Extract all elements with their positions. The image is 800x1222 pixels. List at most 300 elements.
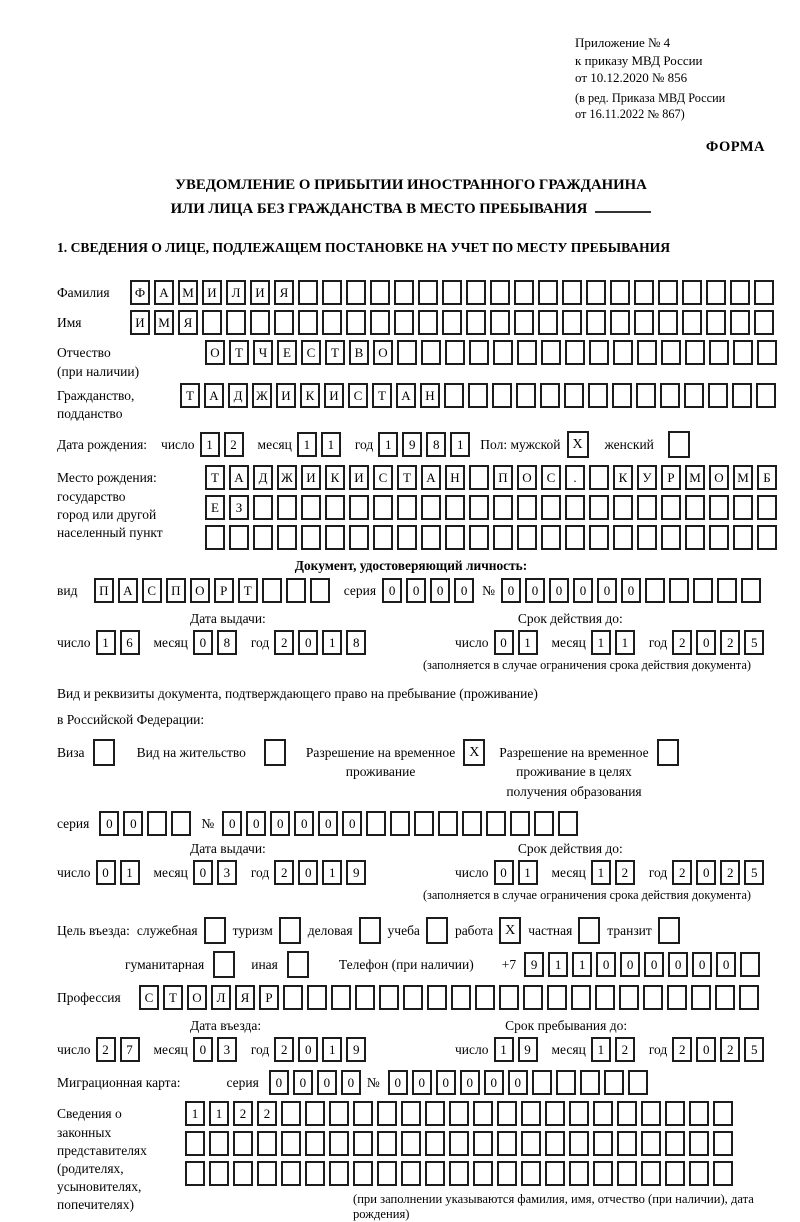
char-box[interactable]: П (493, 465, 513, 490)
checkbox-purpose-humanitarian[interactable] (213, 951, 235, 978)
char-box[interactable] (595, 985, 615, 1010)
char-box[interactable] (370, 310, 390, 335)
char-box[interactable] (689, 1131, 709, 1156)
char-box[interactable] (645, 578, 665, 603)
char-box[interactable] (322, 280, 342, 305)
char-box[interactable]: Т (325, 340, 345, 365)
char-box[interactable]: 1 (120, 860, 140, 885)
char-box[interactable]: 0 (692, 952, 712, 977)
char-box[interactable]: 0 (501, 578, 521, 603)
char-box[interactable] (325, 495, 345, 520)
char-box[interactable]: 0 (454, 578, 474, 603)
char-box[interactable]: Т (229, 340, 249, 365)
char-box[interactable]: 0 (484, 1070, 504, 1095)
char-box[interactable] (366, 811, 386, 836)
char-box[interactable] (562, 280, 582, 305)
char-box[interactable] (329, 1161, 349, 1186)
char-box[interactable] (689, 1101, 709, 1126)
char-box[interactable] (610, 280, 630, 305)
char-box[interactable] (708, 383, 728, 408)
char-box[interactable] (569, 1161, 589, 1186)
char-box[interactable] (521, 1131, 541, 1156)
char-box[interactable]: . (565, 465, 585, 490)
char-box[interactable]: 1 (322, 630, 342, 655)
char-box[interactable] (377, 1131, 397, 1156)
char-box[interactable] (490, 310, 510, 335)
char-box[interactable] (691, 985, 711, 1010)
char-box[interactable] (253, 525, 273, 550)
char-box[interactable]: 0 (620, 952, 640, 977)
char-box[interactable] (541, 340, 561, 365)
char-box[interactable] (562, 310, 582, 335)
char-box[interactable] (305, 1161, 325, 1186)
char-box[interactable] (468, 383, 488, 408)
char-box[interactable] (613, 495, 633, 520)
char-box[interactable]: О (517, 465, 537, 490)
char-box[interactable] (613, 340, 633, 365)
char-box[interactable] (307, 985, 327, 1010)
char-box[interactable]: 0 (436, 1070, 456, 1095)
char-box[interactable] (545, 1101, 565, 1126)
char-box[interactable] (394, 280, 414, 305)
char-box[interactable] (425, 1131, 445, 1156)
char-box[interactable] (353, 1131, 373, 1156)
char-box[interactable] (449, 1161, 469, 1186)
char-box[interactable]: Я (178, 310, 198, 335)
char-box[interactable] (449, 1101, 469, 1126)
char-box[interactable] (628, 1070, 648, 1095)
char-box[interactable] (588, 383, 608, 408)
char-box[interactable] (713, 1131, 733, 1156)
char-box[interactable] (473, 1131, 493, 1156)
char-box[interactable]: З (229, 495, 249, 520)
char-box[interactable] (486, 811, 506, 836)
char-box[interactable]: 2 (274, 1037, 294, 1062)
char-box[interactable]: 9 (524, 952, 544, 977)
char-box[interactable] (565, 525, 585, 550)
char-box[interactable]: 0 (193, 1037, 213, 1062)
char-box[interactable] (473, 1161, 493, 1186)
char-box[interactable]: Я (235, 985, 255, 1010)
char-box[interactable] (466, 310, 486, 335)
checkbox-purpose-business[interactable] (359, 917, 381, 944)
char-box[interactable]: 0 (716, 952, 736, 977)
char-box[interactable] (185, 1161, 205, 1186)
checkbox-purpose-official[interactable] (204, 917, 226, 944)
char-box[interactable] (185, 1131, 205, 1156)
char-box[interactable]: К (300, 383, 320, 408)
char-box[interactable] (421, 495, 441, 520)
char-box[interactable]: 0 (270, 811, 290, 836)
char-box[interactable] (589, 465, 609, 490)
char-box[interactable] (565, 340, 585, 365)
char-box[interactable] (593, 1131, 613, 1156)
char-box[interactable]: 2 (615, 1037, 635, 1062)
char-box[interactable]: 0 (494, 630, 514, 655)
checkbox-purpose-transit[interactable] (658, 917, 680, 944)
char-box[interactable]: Ж (252, 383, 272, 408)
char-box[interactable] (741, 578, 761, 603)
char-box[interactable] (558, 811, 578, 836)
char-box[interactable] (685, 525, 705, 550)
char-box[interactable] (617, 1101, 637, 1126)
char-box[interactable]: И (250, 280, 270, 305)
char-box[interactable]: 2 (96, 1037, 116, 1062)
char-box[interactable]: Т (163, 985, 183, 1010)
checkbox-temp-residence[interactable]: X (463, 739, 485, 766)
char-box[interactable] (205, 525, 225, 550)
char-box[interactable]: 2 (672, 860, 692, 885)
char-box[interactable] (253, 495, 273, 520)
char-box[interactable] (556, 1070, 576, 1095)
char-box[interactable]: Т (372, 383, 392, 408)
char-box[interactable]: 0 (644, 952, 664, 977)
char-box[interactable] (521, 1101, 541, 1126)
char-box[interactable]: 5 (744, 1037, 764, 1062)
char-box[interactable]: С (139, 985, 159, 1010)
char-box[interactable]: 0 (318, 811, 338, 836)
char-box[interactable] (373, 495, 393, 520)
char-box[interactable]: 1 (572, 952, 592, 977)
char-box[interactable]: О (373, 340, 393, 365)
char-box[interactable] (298, 280, 318, 305)
char-box[interactable]: 0 (298, 630, 318, 655)
char-box[interactable] (545, 1161, 565, 1186)
char-box[interactable]: Н (420, 383, 440, 408)
char-box[interactable] (709, 495, 729, 520)
char-box[interactable] (641, 1101, 661, 1126)
char-box[interactable] (617, 1161, 637, 1186)
char-box[interactable]: 0 (341, 1070, 361, 1095)
char-box[interactable]: 0 (342, 811, 362, 836)
char-box[interactable] (669, 578, 689, 603)
char-box[interactable]: 8 (217, 630, 237, 655)
char-box[interactable]: Т (205, 465, 225, 490)
char-box[interactable] (346, 310, 366, 335)
char-box[interactable] (233, 1161, 253, 1186)
char-box[interactable] (209, 1161, 229, 1186)
char-box[interactable] (469, 495, 489, 520)
char-box[interactable] (473, 1101, 493, 1126)
char-box[interactable] (349, 495, 369, 520)
char-box[interactable] (637, 340, 657, 365)
char-box[interactable]: 1 (494, 1037, 514, 1062)
checkbox-purpose-other[interactable] (287, 951, 309, 978)
char-box[interactable]: 9 (402, 432, 422, 457)
char-box[interactable]: 0 (696, 1037, 716, 1062)
char-box[interactable] (442, 280, 462, 305)
char-box[interactable]: У (637, 465, 657, 490)
char-box[interactable] (757, 495, 777, 520)
char-box[interactable] (547, 985, 567, 1010)
char-box[interactable]: 1 (96, 630, 116, 655)
char-box[interactable]: М (178, 280, 198, 305)
char-box[interactable] (517, 525, 537, 550)
checkbox-sex-male[interactable]: X (567, 431, 589, 458)
char-box[interactable] (589, 525, 609, 550)
char-box[interactable]: 0 (96, 860, 116, 885)
char-box[interactable] (418, 280, 438, 305)
checkbox-residence-permit[interactable] (264, 739, 286, 766)
char-box[interactable] (497, 1161, 517, 1186)
char-box[interactable]: 2 (233, 1101, 253, 1126)
char-box[interactable]: 2 (615, 860, 635, 885)
char-box[interactable] (390, 811, 410, 836)
char-box[interactable]: Е (277, 340, 297, 365)
char-box[interactable]: 0 (193, 860, 213, 885)
char-box[interactable] (469, 340, 489, 365)
char-box[interactable]: Ч (253, 340, 273, 365)
char-box[interactable] (475, 985, 495, 1010)
char-box[interactable]: В (349, 340, 369, 365)
char-box[interactable] (421, 525, 441, 550)
char-box[interactable]: И (130, 310, 150, 335)
char-box[interactable] (730, 280, 750, 305)
char-box[interactable]: 0 (123, 811, 143, 836)
char-box[interactable] (541, 495, 561, 520)
char-box[interactable]: 2 (720, 630, 740, 655)
char-box[interactable]: 1 (185, 1101, 205, 1126)
char-box[interactable] (730, 310, 750, 335)
char-box[interactable] (346, 280, 366, 305)
char-box[interactable] (740, 952, 760, 977)
char-box[interactable] (397, 340, 417, 365)
char-box[interactable] (349, 525, 369, 550)
char-box[interactable] (414, 811, 434, 836)
char-box[interactable]: 1 (321, 432, 341, 457)
char-box[interactable] (613, 525, 633, 550)
char-box[interactable] (469, 525, 489, 550)
char-box[interactable]: А (396, 383, 416, 408)
char-box[interactable]: 1 (322, 1037, 342, 1062)
char-box[interactable] (257, 1131, 277, 1156)
char-box[interactable]: Б (757, 465, 777, 490)
char-box[interactable] (658, 310, 678, 335)
char-box[interactable] (493, 340, 513, 365)
char-box[interactable] (492, 383, 512, 408)
char-box[interactable] (610, 310, 630, 335)
char-box[interactable] (305, 1131, 325, 1156)
char-box[interactable]: С (541, 465, 561, 490)
char-box[interactable] (516, 383, 536, 408)
char-box[interactable]: 1 (378, 432, 398, 457)
char-box[interactable] (325, 525, 345, 550)
char-box[interactable] (713, 1161, 733, 1186)
char-box[interactable] (569, 1131, 589, 1156)
char-box[interactable]: Я (274, 280, 294, 305)
char-box[interactable] (171, 811, 191, 836)
char-box[interactable] (355, 985, 375, 1010)
char-box[interactable] (661, 495, 681, 520)
char-box[interactable] (693, 578, 713, 603)
char-box[interactable]: 0 (298, 860, 318, 885)
char-box[interactable] (661, 525, 681, 550)
char-box[interactable] (379, 985, 399, 1010)
char-box[interactable] (564, 383, 584, 408)
char-box[interactable]: 1 (209, 1101, 229, 1126)
char-box[interactable] (438, 811, 458, 836)
char-box[interactable] (634, 280, 654, 305)
char-box[interactable] (353, 1161, 373, 1186)
char-box[interactable]: 1 (297, 432, 317, 457)
char-box[interactable] (684, 383, 704, 408)
char-box[interactable] (466, 280, 486, 305)
char-box[interactable]: Т (180, 383, 200, 408)
char-box[interactable] (589, 340, 609, 365)
char-box[interactable]: 0 (668, 952, 688, 977)
char-box[interactable]: М (685, 465, 705, 490)
char-box[interactable]: Р (259, 985, 279, 1010)
char-box[interactable]: 2 (224, 432, 244, 457)
char-box[interactable]: 0 (621, 578, 641, 603)
char-box[interactable]: 0 (294, 811, 314, 836)
char-box[interactable] (641, 1161, 661, 1186)
char-box[interactable] (277, 525, 297, 550)
char-box[interactable] (593, 1161, 613, 1186)
char-box[interactable]: М (733, 465, 753, 490)
char-box[interactable]: 0 (298, 1037, 318, 1062)
char-box[interactable] (661, 340, 681, 365)
char-box[interactable]: М (154, 310, 174, 335)
char-box[interactable] (756, 383, 776, 408)
char-box[interactable] (401, 1161, 421, 1186)
char-box[interactable] (329, 1101, 349, 1126)
char-box[interactable] (709, 340, 729, 365)
checkbox-purpose-tourism[interactable] (279, 917, 301, 944)
char-box[interactable] (425, 1101, 445, 1126)
char-box[interactable] (732, 383, 752, 408)
char-box[interactable] (733, 340, 753, 365)
char-box[interactable] (274, 310, 294, 335)
char-box[interactable]: О (205, 340, 225, 365)
char-box[interactable] (717, 578, 737, 603)
char-box[interactable] (281, 1131, 301, 1156)
char-box[interactable] (643, 985, 663, 1010)
checkbox-sex-female[interactable] (668, 431, 690, 458)
char-box[interactable]: 2 (720, 860, 740, 885)
char-box[interactable] (462, 811, 482, 836)
char-box[interactable] (733, 495, 753, 520)
char-box[interactable]: 0 (525, 578, 545, 603)
char-box[interactable]: 1 (518, 630, 538, 655)
checkbox-purpose-work[interactable]: X (499, 917, 521, 944)
char-box[interactable] (301, 495, 321, 520)
char-box[interactable] (586, 310, 606, 335)
char-box[interactable] (403, 985, 423, 1010)
char-box[interactable] (685, 495, 705, 520)
char-box[interactable] (510, 811, 530, 836)
char-box[interactable] (715, 985, 735, 1010)
char-box[interactable]: 5 (744, 630, 764, 655)
char-box[interactable] (281, 1101, 301, 1126)
char-box[interactable]: А (229, 465, 249, 490)
char-box[interactable]: 1 (591, 1037, 611, 1062)
char-box[interactable]: 0 (406, 578, 426, 603)
char-box[interactable]: А (421, 465, 441, 490)
char-box[interactable] (589, 495, 609, 520)
char-box[interactable] (757, 525, 777, 550)
char-box[interactable] (545, 1131, 565, 1156)
char-box[interactable] (370, 280, 390, 305)
char-box[interactable] (612, 383, 632, 408)
char-box[interactable]: 9 (346, 1037, 366, 1062)
char-box[interactable] (281, 1161, 301, 1186)
char-box[interactable] (569, 1101, 589, 1126)
char-box[interactable] (739, 985, 759, 1010)
char-box[interactable] (497, 1131, 517, 1156)
char-box[interactable]: С (142, 578, 162, 603)
char-box[interactable]: 1 (200, 432, 220, 457)
char-box[interactable]: 0 (99, 811, 119, 836)
char-box[interactable] (497, 1101, 517, 1126)
char-box[interactable] (665, 1161, 685, 1186)
char-box[interactable] (490, 280, 510, 305)
char-box[interactable] (353, 1101, 373, 1126)
char-box[interactable]: Л (211, 985, 231, 1010)
char-box[interactable]: Д (253, 465, 273, 490)
checkbox-purpose-private[interactable] (578, 917, 600, 944)
char-box[interactable]: К (325, 465, 345, 490)
char-box[interactable] (637, 525, 657, 550)
char-box[interactable] (262, 578, 282, 603)
char-box[interactable]: Р (214, 578, 234, 603)
char-box[interactable] (689, 1161, 709, 1186)
char-box[interactable] (521, 1161, 541, 1186)
char-box[interactable] (445, 525, 465, 550)
char-box[interactable] (301, 525, 321, 550)
char-box[interactable]: 6 (120, 630, 140, 655)
char-box[interactable] (658, 280, 678, 305)
char-box[interactable] (305, 1101, 325, 1126)
char-box[interactable] (534, 811, 554, 836)
char-box[interactable] (277, 495, 297, 520)
char-box[interactable]: 2 (672, 1037, 692, 1062)
char-box[interactable]: 8 (346, 630, 366, 655)
char-box[interactable] (619, 985, 639, 1010)
char-box[interactable]: 0 (430, 578, 450, 603)
char-box[interactable] (394, 310, 414, 335)
char-box[interactable]: И (276, 383, 296, 408)
char-box[interactable] (706, 280, 726, 305)
char-box[interactable]: 9 (518, 1037, 538, 1062)
char-box[interactable] (499, 985, 519, 1010)
char-box[interactable] (617, 1131, 637, 1156)
char-box[interactable]: С (348, 383, 368, 408)
char-box[interactable] (665, 1101, 685, 1126)
char-box[interactable] (514, 280, 534, 305)
char-box[interactable]: О (187, 985, 207, 1010)
char-box[interactable] (418, 310, 438, 335)
char-box[interactable] (571, 985, 591, 1010)
char-box[interactable]: 0 (596, 952, 616, 977)
char-box[interactable]: 1 (615, 630, 635, 655)
char-box[interactable] (754, 310, 774, 335)
char-box[interactable]: Т (238, 578, 258, 603)
char-box[interactable] (147, 811, 167, 836)
char-box[interactable]: 0 (494, 860, 514, 885)
char-box[interactable]: Е (205, 495, 225, 520)
char-box[interactable]: Т (397, 465, 417, 490)
char-box[interactable] (667, 985, 687, 1010)
char-box[interactable]: 0 (508, 1070, 528, 1095)
char-box[interactable]: А (204, 383, 224, 408)
char-box[interactable]: И (349, 465, 369, 490)
char-box[interactable] (682, 310, 702, 335)
char-box[interactable]: 0 (460, 1070, 480, 1095)
char-box[interactable] (322, 310, 342, 335)
char-box[interactable]: 0 (293, 1070, 313, 1095)
char-box[interactable] (565, 495, 585, 520)
